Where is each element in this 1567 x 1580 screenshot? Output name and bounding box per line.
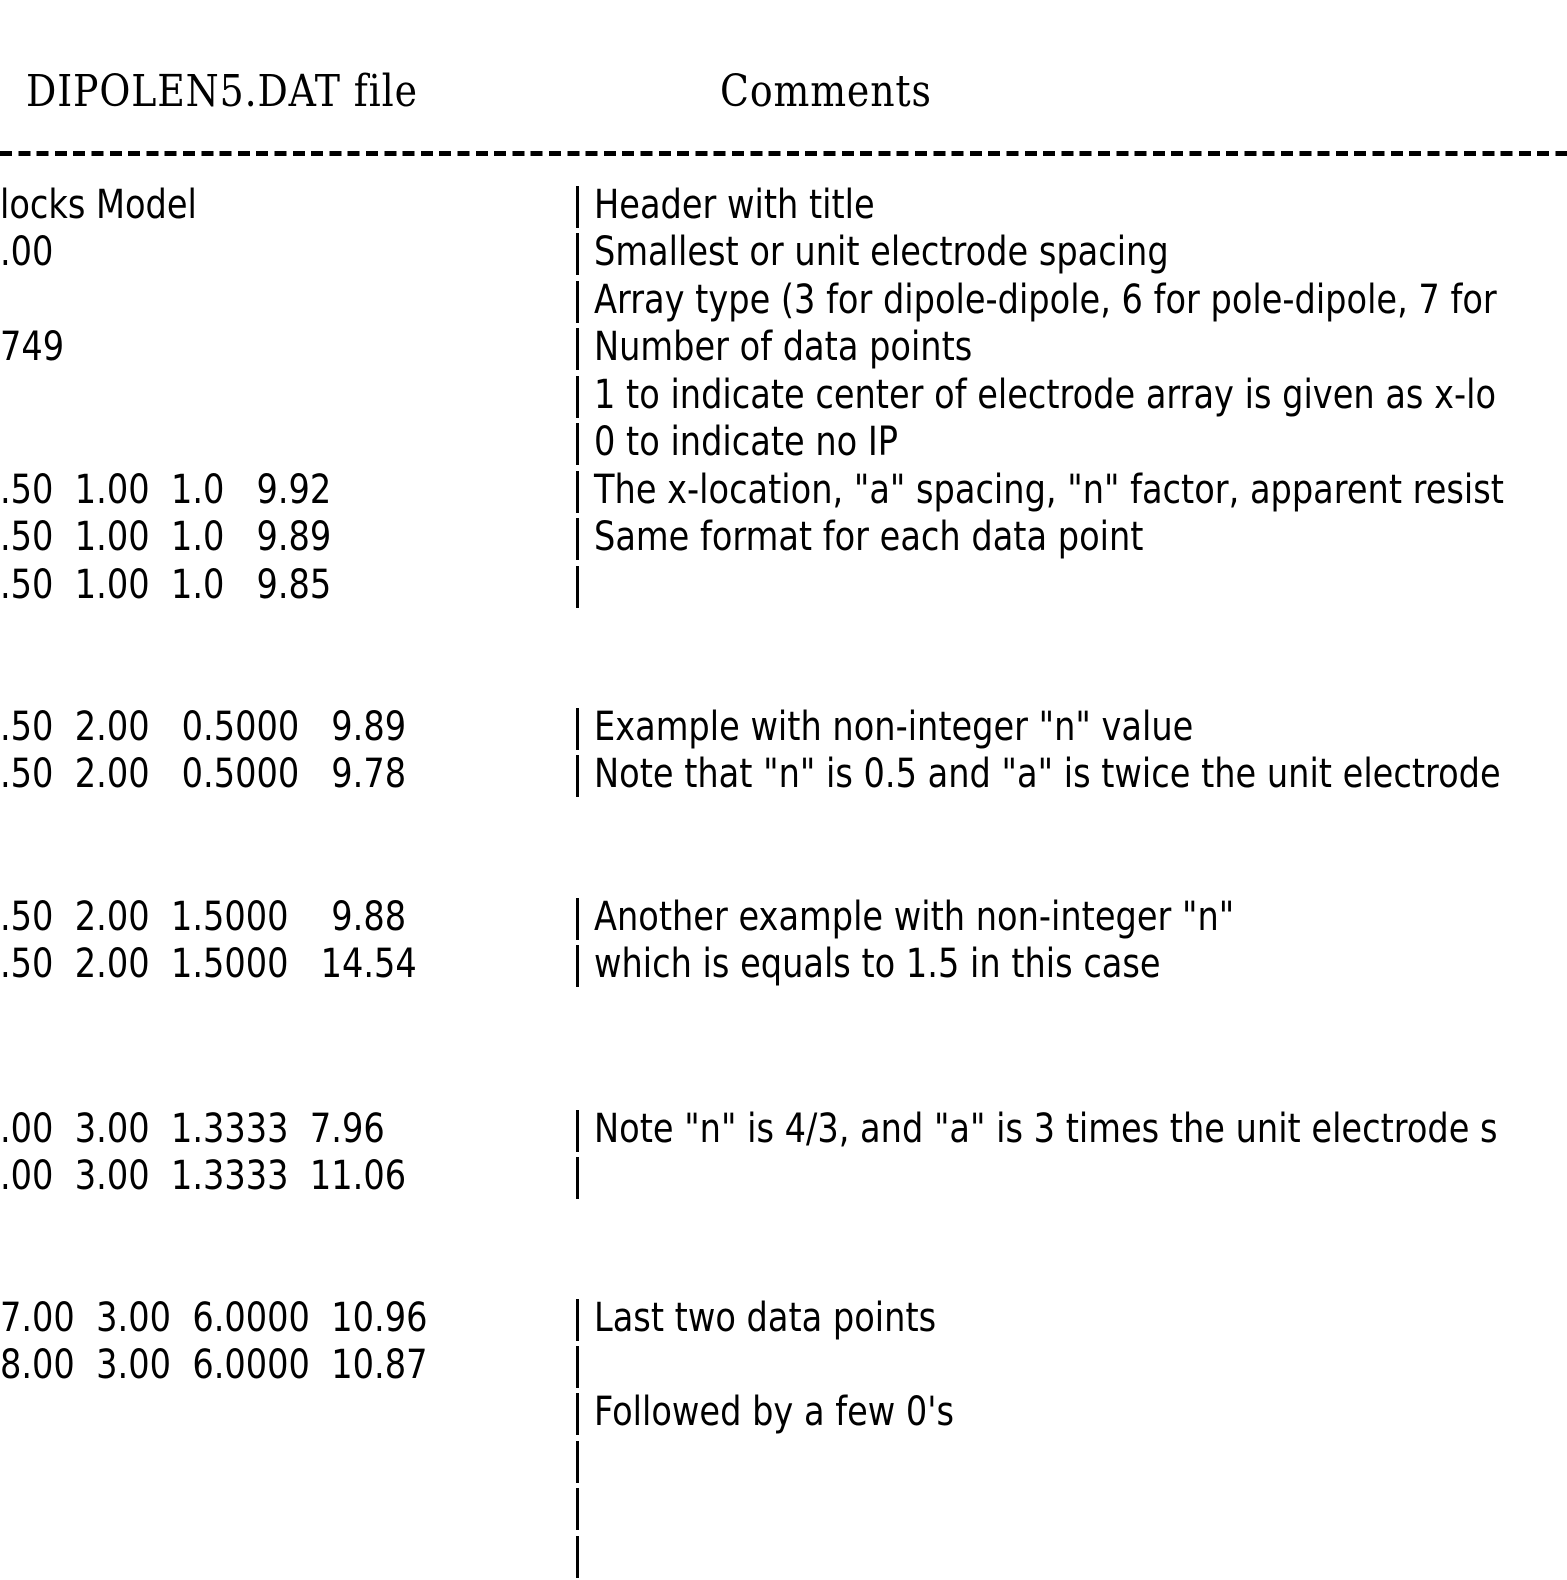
column-separator [576, 566, 579, 608]
data-value: 7.00 3.00 6.0000 10.96 [0, 1295, 428, 1341]
column-separator [576, 1441, 579, 1483]
line-title [0, 182, 1567, 229]
column-separator [576, 755, 579, 797]
comment-text: Followed by a few 0's [594, 1389, 955, 1435]
column-separator [576, 471, 579, 513]
column-separator [576, 1299, 579, 1341]
column-separator [576, 423, 579, 465]
line-array-type [0, 277, 1567, 324]
column-separator [576, 1393, 579, 1435]
column-separator [576, 518, 579, 560]
data-value: .50 1.00 1.0 9.92 [0, 467, 332, 513]
line-center-flag [0, 372, 1567, 419]
data-value: .50 2.00 0.5000 9.89 [0, 704, 407, 750]
line-ip-flag [0, 419, 1567, 466]
column-separator [576, 1157, 579, 1199]
line-unit-spacing [0, 229, 1567, 276]
line-trailing-zero [0, 1437, 1567, 1484]
comment-text: 1 to indicate center of electrode array is given as x-lo [594, 372, 1497, 418]
data-value: locks Model [0, 182, 197, 228]
column-separator [576, 898, 579, 940]
line-trailing-zeros [0, 1389, 1567, 1436]
data-point-row [0, 751, 1567, 798]
comment-text: Same format for each data point [594, 514, 1144, 560]
data-value: .50 2.00 1.5000 14.54 [0, 941, 417, 987]
column-separator [576, 376, 579, 418]
data-point-row [0, 514, 1567, 561]
comment-text: Header with title [594, 182, 875, 228]
data-value: .00 [0, 229, 54, 275]
column-separator [576, 233, 579, 275]
column-separator [576, 1488, 579, 1530]
column-separator [576, 328, 579, 370]
data-value: .50 2.00 1.5000 9.88 [0, 894, 407, 940]
data-point-row [0, 1342, 1567, 1389]
comment-text: Note that "n" is 0.5 and "a" is twice the unit electrode [594, 751, 1501, 797]
comment-text: Note "n" is 4/3, and "a" is 3 times the unit electrode s [594, 1106, 1498, 1152]
data-value: .00 3.00 1.3333 11.06 [0, 1153, 407, 1199]
column-separator [576, 281, 579, 323]
dashed-divider [0, 151, 1567, 156]
comment-text: Example with non-integer "n" value [594, 704, 1194, 750]
data-value: .00 3.00 1.3333 7.96 [0, 1106, 385, 1152]
data-value: 749 [0, 324, 65, 370]
header-file-label: DIPOLEN5.DAT file [26, 66, 418, 117]
data-value: 8.00 3.00 6.0000 10.87 [0, 1342, 428, 1388]
comment-text: Array type (3 for dipole-dipole, 6 for pole-dipole, 7 for [594, 277, 1497, 323]
data-point-row [0, 704, 1567, 751]
line-num-points [0, 324, 1567, 371]
comment-text: Last two data points [594, 1295, 937, 1341]
data-point-row [0, 1295, 1567, 1342]
data-point-row [0, 941, 1567, 988]
data-value: .50 1.00 1.0 9.89 [0, 514, 332, 560]
column-separator [576, 186, 579, 228]
data-point-row [0, 1153, 1567, 1200]
data-point-row [0, 894, 1567, 941]
data-point-row [0, 562, 1567, 609]
comment-text: 0 to indicate no IP [594, 419, 899, 465]
data-point-row [0, 1106, 1567, 1153]
column-separator [576, 708, 579, 750]
comment-text: Another example with non-integer "n" [594, 894, 1235, 940]
data-point-row [0, 467, 1567, 514]
comment-text: The x-location, "a" spacing, "n" factor, apparent resist [594, 467, 1504, 513]
comment-text: Number of data points [594, 324, 973, 370]
data-value: .50 1.00 1.0 9.85 [0, 562, 332, 608]
comment-text: which is equals to 1.5 in this case [594, 941, 1161, 987]
column-separator [576, 945, 579, 987]
line-trailing-zero [0, 1532, 1567, 1579]
header-comments-label: Comments [720, 66, 932, 117]
column-separator [576, 1110, 579, 1152]
comment-text: Smallest or unit electrode spacing [594, 229, 1169, 275]
column-separator [576, 1536, 579, 1578]
line-trailing-zero [0, 1484, 1567, 1531]
data-value: .50 2.00 0.5000 9.78 [0, 751, 407, 797]
column-separator [576, 1346, 579, 1388]
